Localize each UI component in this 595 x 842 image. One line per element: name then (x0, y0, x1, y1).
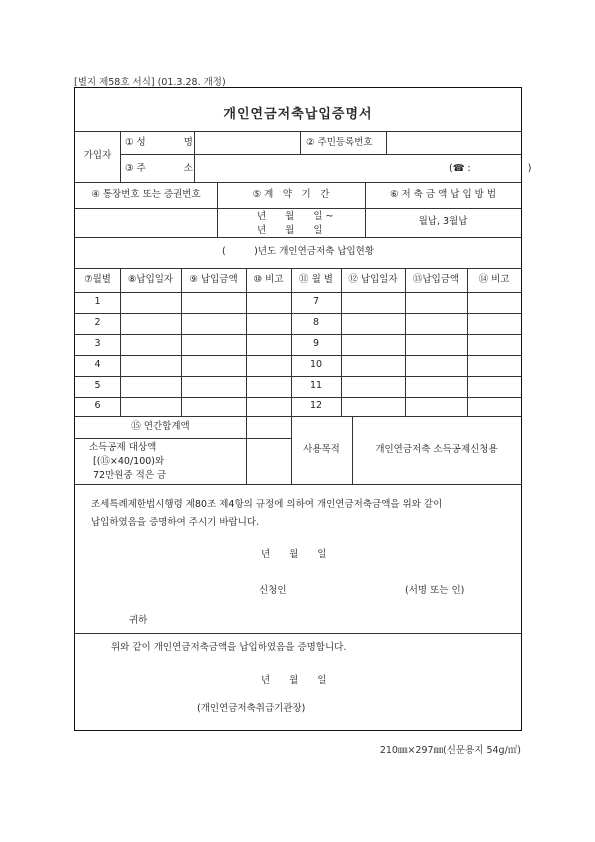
issuer-label: (개인연금저축취급기관장) (197, 703, 306, 714)
month-cell: 9 (312, 338, 320, 350)
deduct-label-line3: 72만원중 적은 금 (93, 470, 167, 481)
divider (246, 268, 247, 484)
col-month-2: ⑪ 월 별 (299, 273, 333, 285)
month-cell: 4 (94, 359, 101, 371)
certification-text: 위와 같이 개인연금저축금액을 납입하였음을 증명합니다. (111, 642, 347, 653)
applicant-group-label: 가입자 (83, 150, 112, 162)
paper-spec: 210㎜×297㎜(신문용지 54g/㎡) (379, 745, 521, 756)
name-field[interactable] (195, 132, 300, 154)
deduct-label-line2: [(⑮×40/100)와 (93, 456, 165, 467)
month-cell: 8 (312, 317, 320, 329)
account-field[interactable] (75, 209, 217, 237)
divider (120, 131, 121, 182)
account-label: ④ 통장번호 또는 증권번호 (91, 188, 201, 200)
divider (300, 131, 301, 154)
period-from: 년 월 일 ~ (257, 211, 334, 222)
col-pay-date-2: ⑫ 납입일자 (348, 273, 398, 285)
deduct-label-line1: 소득공제 대상액 (89, 442, 157, 453)
address-label: ③ 주 소 (125, 163, 193, 174)
phone-label: (☎ : ) (449, 163, 532, 174)
request-text: 조세특례제한법시행령 제80조 제4항의 규정에 의하여 개인연금저축금액을 위와 같이 (91, 499, 443, 510)
purpose-label: 사용목적 (303, 443, 340, 455)
certificate-form (74, 87, 532, 731)
col-note: ⑩ 비고 (253, 273, 284, 285)
purpose-value: 개인연금저축 소득공제신청용 (375, 443, 498, 455)
col-pay-amount-2: ⑬납입금액 (412, 273, 460, 285)
form-title: 개인연금저축납입증명서 (223, 107, 373, 122)
certification-date: 년 월 일 (261, 675, 327, 686)
period-label: ⑤ 계 약 기 간 (252, 188, 330, 200)
applicant-label: 신청인 (259, 585, 287, 596)
status-title: ( )년도 개인연금저축 납입현황 (221, 246, 375, 258)
signature-label: (서명 또는 인) (405, 585, 465, 596)
rrn-field[interactable] (387, 132, 521, 154)
month-cell: 6 (94, 400, 101, 412)
request-date: 년 월 일 (261, 549, 327, 560)
request-text-2: 납입하였음을 증명하여 주시기 바랍니다. (91, 517, 260, 528)
month-cell: 3 (94, 338, 101, 350)
month-cell: 2 (94, 317, 101, 329)
method-label: ⑥ 저 축 금 액 납 입 방 법 (389, 188, 497, 200)
month-cell: 1 (94, 296, 101, 308)
divider (75, 484, 521, 485)
month-cell: 10 (309, 359, 323, 371)
col-pay-amount: ⑨ 납입금액 (189, 273, 238, 285)
month-cell: 11 (309, 380, 323, 392)
month-cell: 12 (309, 400, 323, 412)
divider (75, 438, 291, 439)
divider (75, 633, 521, 634)
recipient-label: 귀하 (129, 615, 148, 626)
rrn-label: ② 주민등록번호 (306, 137, 373, 148)
annual-total-label: ⑮ 연간합계액 (131, 420, 190, 432)
payment-method-value: 월납, 3월납 (418, 216, 468, 228)
form-number: [별지 제58호 서식] (01.3.28. 개정) (74, 77, 226, 88)
col-pay-date: ⑧납입일자 (127, 273, 174, 285)
month-cell: 5 (94, 380, 101, 392)
period-to: 년 월 일 (257, 225, 323, 236)
name-label: ① 성 명 (125, 137, 193, 148)
col-month: ⑦월별 (84, 273, 111, 285)
col-note-2: ⑭ 비고 (478, 273, 510, 285)
divider (120, 154, 521, 155)
month-cell: 7 (312, 296, 320, 308)
